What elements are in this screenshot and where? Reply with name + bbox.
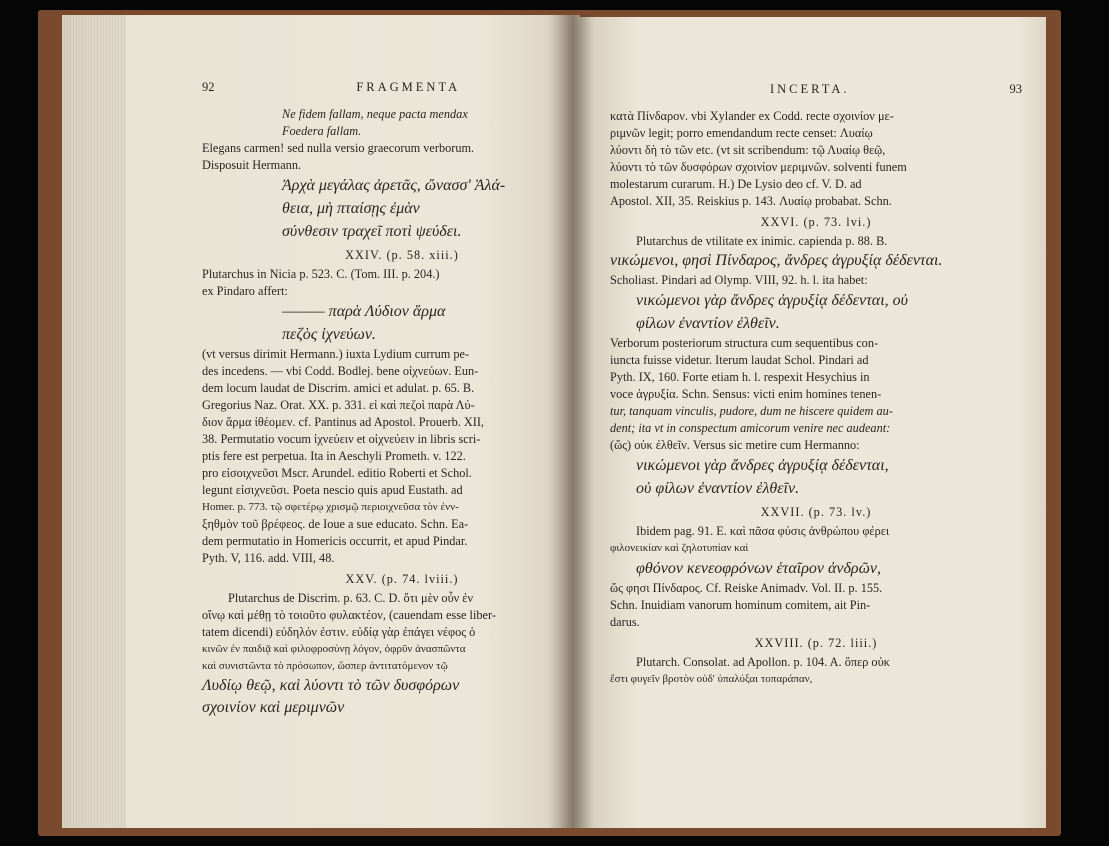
right-page-line: Plutarch. Consolat. ad Apollon. p. 104. A. ὅπερ οὐκ: [636, 655, 890, 669]
left-page-line: XXV. (p. 74. lviii.): [345, 572, 459, 586]
right-page-line: Apostol. XII, 35. Reiskius p. 143. Λυαίῳ probabat. Schn.: [610, 194, 892, 208]
right-page-line: iuncta fuisse videtur. Iterum laudat Schol. Pindari ad: [610, 353, 869, 367]
right-page: [572, 17, 1046, 828]
left-page-line: Λυδίῳ θεῷ, καὶ λύοντι τὸ τῶν δυσφόρων: [202, 677, 460, 694]
right-page-line: ὥς φησι Πίνδαρος. Cf. Reiske Animadv. Vol. II. p. 155.: [610, 581, 883, 595]
left-page-line: Plutarchus in Nicia p. 523. C. (Tom. III. p. 204.): [202, 267, 440, 281]
right-page-line: φθόνον κενεοφρόνων ἑταῖρον ἀνδρῶν,: [636, 560, 882, 577]
left-page-line: οἴνῳ καὶ μέθῃ τὸ τοιοῦτο φυλακτέον, (cauendam esse liber-: [202, 608, 496, 622]
right-page-line: ριμνῶν legit; porro emendandum recte censet: Λυαίῳ: [610, 126, 873, 140]
right-page-line: Pyth. IX, 160. Forte etiam h. l. respexit Hesychius in: [610, 370, 870, 384]
left-page-line: θεια, μὴ πταίσῃς ἐμὰν: [282, 200, 420, 217]
right-page-line: molestarum curarum. H.) De Lysio deo cf. V. D. ad: [610, 177, 862, 191]
right-page-line: voce ἀγρυξία. Schn. Sensus: victi enim homines tenen-: [610, 387, 882, 401]
right-page-line: dent; ita vt in conspectum amicorum venire nec audeant:: [610, 421, 891, 435]
left-page-line: Homer. p. 773. τῷ σφετέρῳ χρισμῷ περιοιχνεῦσα τὸν ἐνν-: [202, 501, 459, 513]
left-page-text: [202, 79, 580, 719]
left-page-line: dem permutatio in Homericis occurrit, et apud Pindar.: [202, 534, 468, 548]
right-page-line: φίλων ἐναντίον ἐλθεῖν.: [636, 315, 780, 332]
left-page-number: 92: [202, 80, 215, 94]
left-page-line: Gregorius Naz. Orat. XX. p. 331. εἰ καὶ πεζοὶ παρὰ Λύ-: [202, 398, 475, 412]
right-page-line: XXVII. (p. 73. lv.): [760, 505, 872, 519]
left-page-line: διον ἅρμα ἰθέομεν. cf. Pantinus ad Apostol. Prouerb. XII,: [202, 415, 485, 429]
right-page-line: Ibidem pag. 91. E. καὶ πᾶσα φύσις ἀνθρώπου φέρει: [636, 524, 890, 538]
left-page-line: καὶ συνιστῶντα τὸ πρόσωπον, ὥσπερ ἀντιτατόμενον τῷ: [202, 660, 448, 672]
right-head-title: INCERTA.: [769, 82, 850, 96]
right-page-line: λύοντι δὴ τὸ τῶν etc. (vt sit scribendum: τῷ Λυαίῳ θεῷ,: [610, 143, 886, 157]
left-page: [62, 15, 580, 828]
left-page-line: ξηθμὸν τοῦ βρέφεος. de Ioue a sue educato. Schn. Ea-: [202, 517, 469, 531]
left-page-line: ptis fere est perpetua. Ita in Aeschyli Prometh. v. 122.: [202, 449, 466, 463]
right-page-line: (ὥς) οὐκ ἐλθεῖν. Versus sic metire cum Hermanno:: [610, 438, 860, 452]
left-page-line: XXIV. (p. 58. xiii.): [345, 248, 459, 262]
right-body: [610, 108, 1022, 688]
right-page-line: φιλονεικίαν καὶ ζηλοτυπίαν καὶ: [610, 542, 749, 554]
right-page-line: XXVI. (p. 73. lvi.): [760, 215, 872, 229]
right-page-line: νικώμενοι γὰρ ἄνδρες ἀγρυξίᾳ δέδενται,: [636, 457, 889, 474]
left-page-line: πεζὸς ἰχνεύων.: [282, 326, 376, 343]
right-page-line: νικώμενοι γὰρ ἄνδρες ἀγρυξίᾳ δέδενται, οὐ: [636, 292, 908, 309]
right-page-line: Verborum posteriorum structura cum sequentibus con-: [610, 336, 879, 350]
left-page-line: pro εἰσοιχνεῦσι Mscr. Arundel. editio Roberti et Schol.: [202, 466, 472, 480]
left-page-line: Ne fidem fallam, neque pacta mendax: [282, 107, 468, 121]
left-page-line: legunt εἰσιχνεῦσι. Poeta nescio quis apud Eustath. ad: [202, 483, 463, 497]
left-page-line: σύνθεσιν τραχεῖ ποτὶ ψεύδει.: [282, 223, 462, 240]
left-page-line: 38. Permutatio vocum ἰχνεύειν et οἰχνεύειν in libris scri-: [202, 432, 481, 446]
right-page-line: οὐ φίλων ἐναντίον ἐλθεῖν.: [636, 480, 800, 497]
left-body: [202, 106, 580, 719]
left-page-line: Ἀρχὰ μεγάλας ἀρετᾶς, ὤνασσ' Ἀλά-: [282, 177, 506, 194]
left-page-line: ex Pindaro affert:: [202, 284, 288, 298]
right-page-line: XXVIII. (p. 72. liii.): [754, 636, 878, 650]
right-page-text: [610, 81, 1022, 688]
right-page-line: tur, tanquam vinculis, pudore, dum ne hiscere quidem au-: [610, 404, 893, 418]
right-page-line: Scholiast. Pindari ad Olymp. VIII, 92. h. l. ita habet:: [610, 273, 868, 287]
left-page-line: κινῶν ἐν παιδιᾷ καὶ φιλοφροσύνῃ λόγον, ὀφρῦν ἀνασπῶντα: [202, 643, 466, 655]
right-page-number: 93: [1009, 82, 1022, 96]
page-edges: [62, 15, 126, 828]
left-page-line: Pyth. V, 116. add. VIII, 48.: [202, 551, 335, 565]
left-page-line: Foedera fallam.: [282, 124, 362, 138]
left-page-line: dem locum laudat de Discrim. amici et adulat. p. 65. B.: [202, 381, 475, 395]
right-page-line: darus.: [610, 615, 640, 629]
right-running-head: [610, 81, 1022, 98]
left-running-head: [202, 79, 580, 96]
left-page-line: tatem dicendi) εὐδηλόν ἐστιν. εὐδίᾳ γὰρ ἐπάγει νέφος ὁ: [202, 625, 476, 639]
left-page-line: Plutarchus de Discrim. p. 63. C. D. ὅτι μὲν οὖν ἐν: [228, 591, 474, 605]
right-page-line: νικώμενοι, φησὶ Πίνδαρος, ἄνδρες ἀγρυξίᾳ δέδενται.: [610, 252, 943, 269]
left-page-line: ——— παρὰ Λύδιον ἅρμα: [282, 303, 446, 320]
left-head-title: FRAGMENTA: [356, 80, 461, 94]
left-page-line: σχοινίον καὶ μεριμνῶν: [202, 699, 345, 716]
right-page-line: Schn. Inuidiam vanorum hominum comitem, ait Pin-: [610, 598, 871, 612]
right-page-line: ἔστι φυγεῖν βροτὸν οὐδ' ὑπαλύξαι τοπαράπαν,: [610, 673, 813, 685]
right-page-line: Plutarchus de vtilitate ex inimic. capienda p. 88. B.: [636, 234, 888, 248]
left-page-line: Elegans carmen! sed nulla versio graecorum verborum.: [202, 141, 475, 155]
left-page-line: (vt versus dirimit Hermann.) iuxta Lydium currum pe-: [202, 347, 470, 361]
left-page-line: des incedens. — vbi Codd. Bodlej. bene οἰχνεύων. Eun-: [202, 364, 479, 378]
book-gutter: [548, 15, 594, 828]
right-page-line: λύοντι τὸ τῶν δυσφόρων σχοινίον μεριμνῶν. solventi funem: [610, 160, 907, 174]
right-page-line: κατὰ Πίνδαρον. vbi Xylander ex Codd. recte σχοινίον με-: [610, 109, 894, 123]
left-page-line: Disposuit Hermann.: [202, 158, 302, 172]
